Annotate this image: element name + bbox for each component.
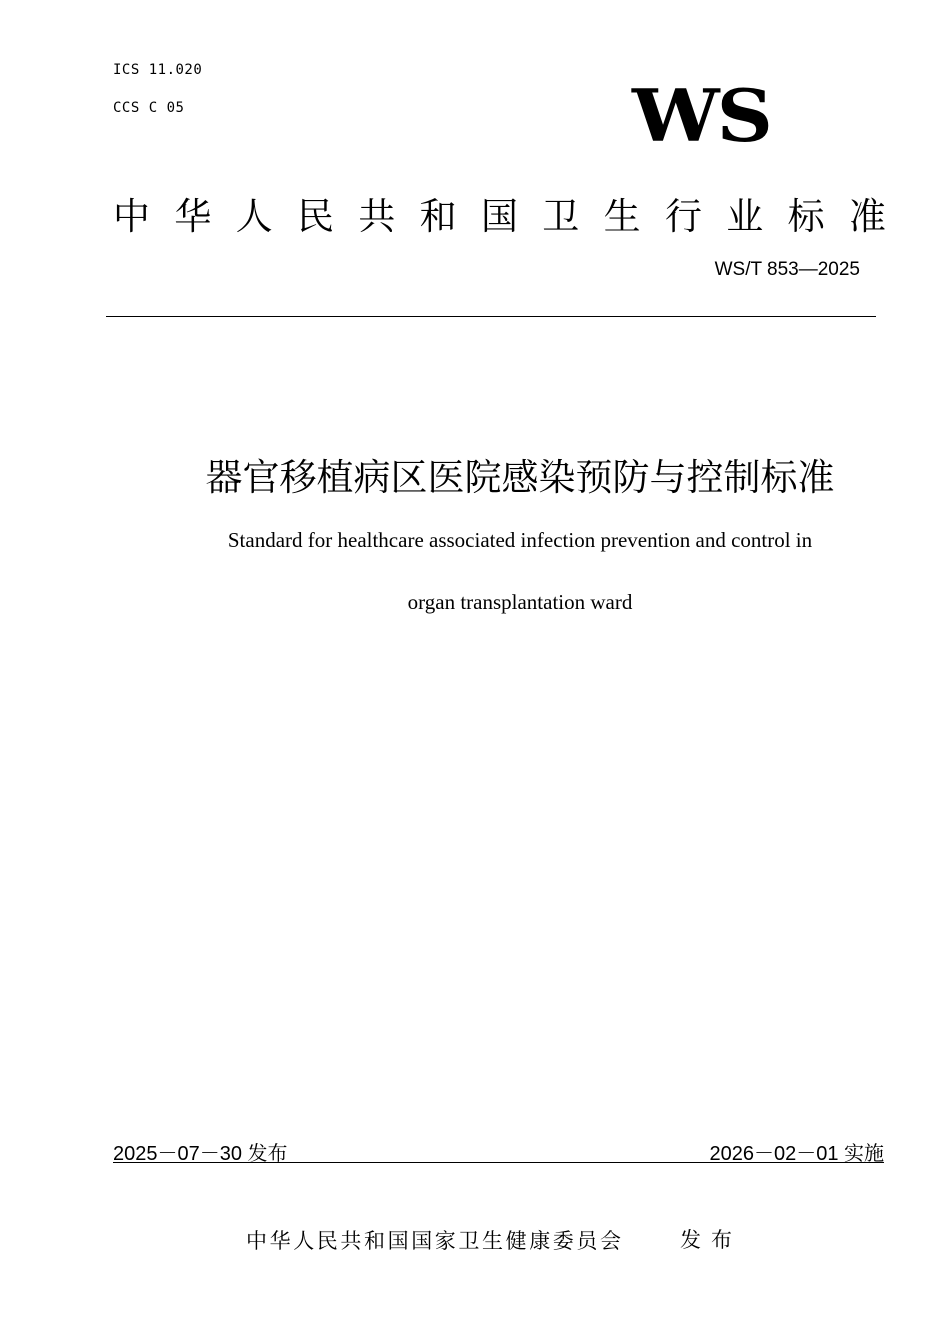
chinese-title: 器官移植病区医院感染预防与控制标准 <box>205 456 835 499</box>
date-divider <box>113 1162 884 1163</box>
ccs-code: CCS C 05 <box>113 100 185 116</box>
issue-label: 发布 <box>680 1228 742 1252</box>
category-char: 国 <box>480 195 518 238</box>
category-char: 业 <box>726 195 764 238</box>
english-title-line-2: organ transplantation ward <box>407 590 633 614</box>
category-char: 标 <box>787 195 825 238</box>
issuing-authority: 中华人民共和国国家卫生健康委员会 <box>246 1229 624 1253</box>
ws-logo: WS <box>632 74 770 159</box>
header-divider <box>106 316 876 317</box>
category-title <box>113 186 886 240</box>
implementation-date: 2026－02－01 实施 <box>709 1143 884 1165</box>
category-char: 行 <box>664 195 702 238</box>
category-char: 和 <box>419 195 457 238</box>
category-char: 准 <box>848 195 886 238</box>
issue-date: 2025－07－30 发布 <box>113 1143 288 1165</box>
category-char: 民 <box>296 195 334 238</box>
category-char: 中 <box>113 195 150 238</box>
category-char: 生 <box>603 195 641 238</box>
ics-code: ICS 11.020 <box>113 62 203 78</box>
standard-number: WS/T 853—2025 <box>714 259 860 280</box>
category-char: 人 <box>235 195 273 238</box>
category-char: 卫 <box>542 195 580 238</box>
category-char: 共 <box>358 195 396 238</box>
category-char: 华 <box>174 195 212 238</box>
english-title-line-1: Standard for healthcare associated infection prevention and control in <box>227 528 813 552</box>
